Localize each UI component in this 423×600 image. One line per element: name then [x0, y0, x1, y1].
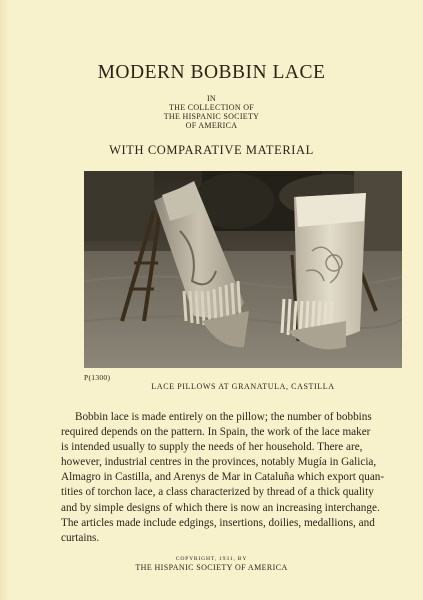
body-line: Bobbin lace is made entirely on the pillow; the number of bobbins — [75, 411, 372, 423]
publisher-name: THE HISPANIC SOCIETY OF AMERICA — [135, 563, 288, 572]
body-line: curtains. — [61, 531, 100, 544]
collection-line-3: OF AMERICA — [185, 121, 238, 130]
title-preposition: IN — [206, 94, 217, 103]
page-subtitle: WITH COMPARATIVE MATERIAL — [109, 143, 314, 157]
collection-line-2: THE HISPANIC SOCIETY — [163, 112, 260, 121]
body-line: The articles made include edgings, insertions, doilies, medallions, and — [61, 516, 375, 529]
page-title: MODERN BOBBIN LACE — [97, 62, 326, 83]
photograph-illustration — [84, 171, 402, 368]
body-line: tities of torchon lace, a class characterized by thread of a thick quality — [61, 486, 374, 499]
plate-number: P(1300) — [84, 373, 111, 382]
body-line: is intended usually to supply the needs of her household. There are, — [61, 441, 363, 454]
lace-pillows-photograph — [84, 171, 402, 368]
body-line: and by simple designs of which there is now an increasing interchange. — [61, 501, 380, 514]
body-line: required depends on the pattern. In Spain, the work of the lace maker — [61, 426, 371, 439]
body-line: Almagro in Castilla, and Arenys de Mar in Cataluña which export quan- — [61, 471, 385, 484]
body-paragraph — [61, 410, 423, 546]
body-line: however, industrial centres in the provinces, notably Mugía in Galicia, — [61, 456, 377, 469]
figure-caption: LACE PILLOWS AT GRANATULA, CASTILLA — [151, 382, 335, 391]
collection-line-1: THE COLLECTION OF — [168, 103, 255, 112]
copyright-notice: COPYRIGHT, 1931, BY — [175, 556, 248, 562]
